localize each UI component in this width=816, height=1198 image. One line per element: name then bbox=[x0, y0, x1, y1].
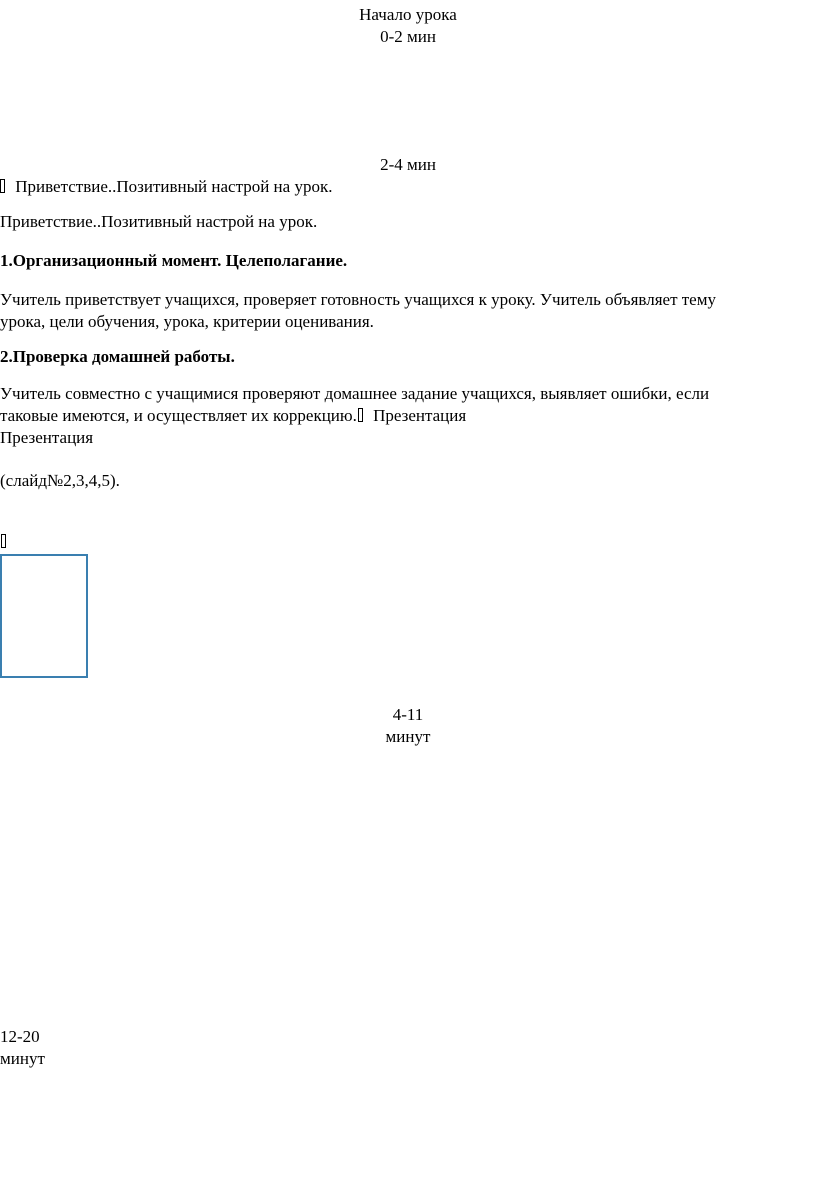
time-4-11-unit: минут bbox=[385, 727, 431, 746]
time-12-20: 12-20 bbox=[0, 1027, 40, 1046]
time-4-11: 4-11 bbox=[392, 705, 424, 724]
lesson-start-title: Начало урока bbox=[359, 5, 457, 24]
greeting-bullet-text: Приветствие..Позитивный настрой на урок. bbox=[15, 177, 333, 196]
image-frame bbox=[0, 554, 88, 678]
section-1-line-2: урока, цели обучения, урока, критерии оценивания. bbox=[0, 312, 374, 331]
presentation-label: Презентация bbox=[0, 428, 94, 447]
missing-glyph-icon bbox=[0, 179, 5, 193]
greeting-bullet-line bbox=[0, 176, 332, 198]
section-1-heading: 1.Организационный момент. Целеполагание. bbox=[0, 251, 348, 270]
section-2-line-1: Учитель совместно с учащимися проверяют домашнее задание учащихся, выявляет ошибки, если bbox=[0, 384, 710, 403]
section-2-heading: 2.Проверка домашней работы. bbox=[0, 347, 235, 366]
time-12-20-unit: минут bbox=[0, 1049, 45, 1068]
inline-presentation-label: Презентация bbox=[373, 406, 467, 425]
section-1-line-1: Учитель приветствует учащихся, проверяет готовность учащихся к уроку. Учитель объявляет тему bbox=[0, 290, 716, 309]
slides-reference: (слайд№2,3,4,5). bbox=[0, 471, 120, 490]
missing-glyph-icon bbox=[358, 408, 363, 422]
section-2-line-2 bbox=[0, 405, 466, 427]
section-2-line-2-text: таковые имеются, и осуществляет их коррекцию. bbox=[0, 406, 357, 425]
time-0-2: 0-2 мин bbox=[380, 27, 436, 46]
time-2-4: 2-4 мин bbox=[380, 155, 436, 174]
missing-glyph-icon bbox=[1, 534, 6, 548]
greeting-text: Приветствие..Позитивный настрой на урок. bbox=[0, 212, 318, 231]
